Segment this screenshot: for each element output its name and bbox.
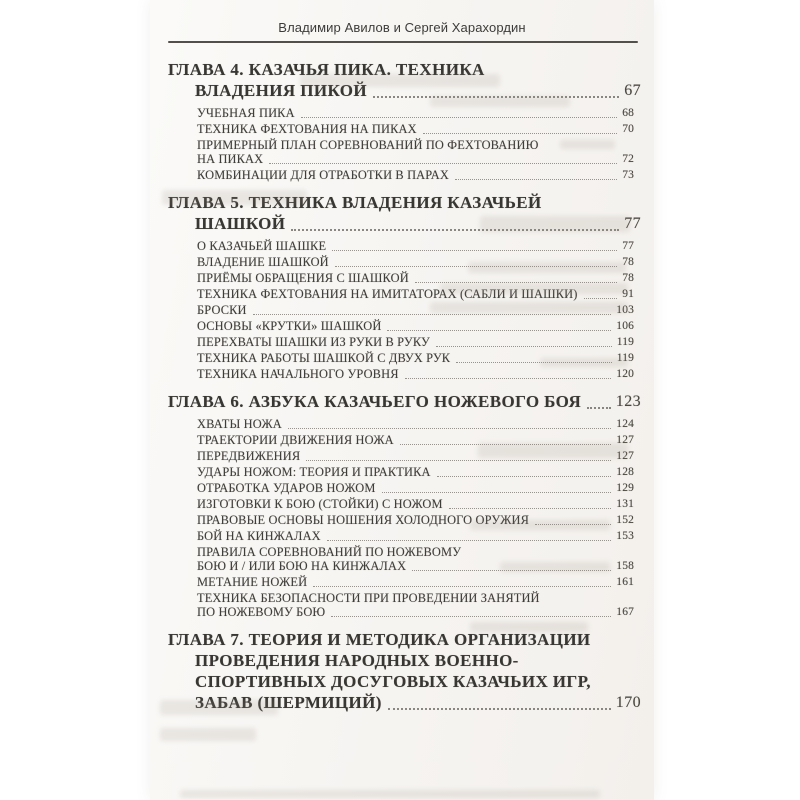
- running-header-authors: Владимир Авилов и Сергей Харахордин: [278, 20, 526, 35]
- toc-section-entry: [168, 513, 641, 527]
- toc-entry-title: ЗАБАВ (ШЕРМИЦИЙ): [195, 693, 382, 712]
- toc-chapter-entry: [168, 192, 641, 234]
- toc-entry-title: ВЛАДЕНИЯ ПИКОЙ: [195, 81, 368, 100]
- toc-entry-title: ПРИЁМЫ ОБРАЩЕНИЯ С ШАШКОЙ: [197, 271, 409, 285]
- toc-section-entry: [168, 575, 641, 589]
- toc-page-number: 78: [622, 272, 634, 284]
- toc-entry-title: УДАРЫ НОЖОМ: ТЕОРИЯ И ПРАКТИКА: [197, 465, 431, 479]
- toc-section-entry: [168, 168, 641, 182]
- toc-entry-title: ВЛАДЕНИЕ ШАШКОЙ: [197, 255, 329, 269]
- toc-entry-title: О КАЗАЧЬЕЙ ШАШКЕ: [197, 239, 327, 253]
- table-of-contents: [168, 59, 641, 713]
- toc-entry-title: ШАШКОЙ: [195, 214, 286, 233]
- toc-section-entry: [168, 335, 641, 349]
- dotted-leader: [335, 266, 617, 267]
- toc-entry-title: ТЕХНИКА РАБОТЫ ШАШКОЙ С ДВУХ РУК: [197, 351, 451, 365]
- dotted-leader: [415, 282, 617, 283]
- toc-entry-leader-line: [168, 80, 641, 101]
- toc-chapter-entry: [168, 391, 641, 412]
- toc-entry-title: ПЕРЕДВИЖЕНИЯ: [197, 449, 301, 463]
- dotted-leader: [456, 362, 612, 363]
- toc-entry-text-line: ПРОВЕДЕНИЯ НАРОДНЫХ ВОЕННО-: [195, 651, 519, 670]
- toc-entry-leader-line: [197, 239, 634, 253]
- toc-page-number: 152: [616, 514, 634, 526]
- toc-entry-title: УЧЕБНАЯ ПИКА: [197, 106, 295, 120]
- dotted-leader: [437, 476, 612, 477]
- toc-entry-leader-line: [197, 271, 634, 285]
- toc-chapter-entry: [168, 629, 641, 713]
- toc-entry-leader-line: [197, 433, 634, 447]
- toc-page-number: 103: [616, 304, 634, 316]
- toc-entry-title: ПЕРЕХВАТЫ ШАШКИ ИЗ РУКИ В РУКУ: [197, 335, 430, 349]
- toc-entry-leader-line: [197, 319, 634, 333]
- toc-entry-title: ИЗГОТОВКИ К БОЮ (СТОЙКИ) С НОЖОМ: [197, 497, 443, 511]
- dotted-leader: [436, 346, 612, 347]
- toc-entry-title: ТЕХНИКА ФЕХТОВАНИЯ НА ИМИТАТОРАХ (САБЛИ И ШАШКИ): [197, 287, 578, 301]
- toc-entry-leader-line: [197, 575, 634, 589]
- toc-entry-leader-line: [197, 417, 634, 431]
- dotted-leader: [405, 378, 612, 379]
- toc-page-number: 129: [616, 482, 634, 494]
- toc-section-entry: [168, 106, 641, 120]
- toc-page-number: 161: [616, 576, 634, 588]
- dotted-leader: [269, 163, 617, 164]
- toc-entry-leader-line: [168, 391, 641, 412]
- toc-entry-title: БОЙ НА КИНЖАЛАХ: [197, 529, 321, 543]
- dotted-leader: [587, 407, 611, 409]
- toc-section-entry: [168, 255, 641, 269]
- toc-page-number: 77: [624, 215, 641, 232]
- dotted-leader: [449, 508, 612, 509]
- toc-entry-leader-line: [197, 351, 634, 365]
- toc-entry-leader-line: [197, 255, 634, 269]
- dotted-leader: [313, 586, 611, 587]
- toc-entry-text-line: ПРИМЕРНЫЙ ПЛАН СОРЕВНОВАНИЙ ПО ФЕХТОВАНИЮ: [197, 138, 539, 152]
- toc-page-number: 78: [622, 256, 634, 268]
- toc-chapter-entry: [168, 59, 641, 101]
- toc-page-number: 131: [616, 498, 634, 510]
- toc-entry-title: НА ПИКАХ: [197, 152, 264, 166]
- dotted-leader: [253, 314, 612, 315]
- toc-entry-title: ХВАТЫ НОЖА: [197, 417, 282, 431]
- toc-section-entry: [168, 545, 641, 573]
- dotted-leader: [327, 540, 612, 541]
- toc-entry-text-line: ГЛАВА 7. ТЕОРИЯ И МЕТОДИКА ОРГАНИЗАЦИИ: [168, 630, 591, 649]
- toc-page-number: 91: [622, 288, 634, 300]
- toc-section-entry: [168, 351, 641, 365]
- toc-entry-leader-line: [197, 106, 634, 120]
- toc-page-number: 119: [616, 352, 634, 364]
- book-page: [150, 0, 654, 800]
- toc-entry-text-line: СПОРТИВНЫХ ДОСУГОВЫХ КАЗАЧЬИХ ИГР,: [195, 672, 591, 691]
- toc-entry-title: КОМБИНАЦИИ ДЛЯ ОТРАБОТКИ В ПАРАХ: [197, 168, 449, 182]
- toc-entry-leader-line: [197, 513, 634, 527]
- toc-section-entry: [168, 449, 641, 463]
- toc-section-entry: [168, 481, 641, 495]
- toc-page-number: 158: [616, 560, 634, 572]
- toc-entry-title: ТЕХНИКА ФЕХТОВАНИЯ НА ПИКАХ: [197, 122, 417, 136]
- toc-entry-leader-line: [197, 559, 634, 573]
- toc-entry-title: ТЕХНИКА НАЧАЛЬНОГО УРОВНЯ: [197, 367, 399, 381]
- toc-page-number: 119: [616, 336, 634, 348]
- toc-entry-title: ПРАВОВЫЕ ОСНОВЫ НОШЕНИЯ ХОЛОДНОГО ОРУЖИЯ: [197, 513, 530, 527]
- toc-section-entry: [168, 287, 641, 301]
- toc-entry-title: ТРАЕКТОРИИ ДВИЖЕНИЯ НОЖА: [197, 433, 394, 447]
- toc-entry-leader-line: [197, 465, 634, 479]
- toc-section-entry: [168, 138, 641, 166]
- toc-page-number: 127: [616, 434, 634, 446]
- dotted-leader: [382, 492, 612, 493]
- toc-section-entry: [168, 319, 641, 333]
- toc-entry-title: БРОСКИ: [197, 303, 247, 317]
- toc-section-entry: [168, 303, 641, 317]
- toc-entry-leader-line: [168, 213, 641, 234]
- dotted-leader: [535, 524, 611, 525]
- toc-entry-title: МЕТАНИЕ НОЖЕЙ: [197, 575, 308, 589]
- dotted-leader: [388, 708, 611, 710]
- dotted-leader: [412, 570, 611, 571]
- toc-page-number: 73: [622, 169, 634, 181]
- toc-page-number: 72: [622, 153, 634, 165]
- toc-entry-leader-line: [197, 481, 634, 495]
- dotted-leader: [373, 96, 619, 98]
- toc-entry-leader-line: [168, 692, 641, 713]
- dotted-leader: [288, 428, 611, 429]
- dotted-leader: [301, 117, 618, 118]
- toc-page-number: 68: [622, 107, 634, 119]
- toc-page-number: 167: [616, 606, 634, 618]
- toc-section-entry: [168, 433, 641, 447]
- toc-page-number: 67: [624, 82, 641, 99]
- toc-entry-leader-line: [197, 605, 634, 619]
- dotted-leader: [455, 179, 617, 180]
- toc-entry-leader-line: [197, 449, 634, 463]
- toc-entry-title: ОСНОВЫ «КРУТКИ» ШАШКОЙ: [197, 319, 382, 333]
- toc-entry-leader-line: [197, 287, 634, 301]
- toc-entry-text-line: ГЛАВА 4. КАЗАЧЬЯ ПИКА. ТЕХНИКА: [168, 60, 485, 79]
- toc-section-entry: [168, 239, 641, 253]
- toc-entry-text-line: ГЛАВА 5. ТЕХНИКА ВЛАДЕНИЯ КАЗАЧЬЕЙ: [168, 193, 542, 212]
- dotted-leader: [584, 298, 618, 299]
- toc-page-number: 77: [622, 240, 634, 252]
- toc-entry-leader-line: [197, 303, 634, 317]
- toc-section-entry: [168, 417, 641, 431]
- toc-entry-leader-line: [197, 497, 634, 511]
- toc-page-number: 170: [615, 694, 641, 711]
- toc-entry-text-line: ПРАВИЛА СОРЕВНОВАНИЙ ПО НОЖЕВОМУ: [197, 545, 462, 559]
- toc-entry-title: ПО НОЖЕВОМУ БОЮ: [197, 605, 326, 619]
- toc-page-number: 123: [615, 393, 641, 410]
- toc-entry-leader-line: [197, 335, 634, 349]
- dotted-leader: [423, 133, 617, 134]
- toc-page-number: 124: [616, 418, 634, 430]
- toc-entry-title: ГЛАВА 6. АЗБУКА КАЗАЧЬЕГО НОЖЕВОГО БОЯ: [168, 392, 582, 411]
- toc-section-entry: [168, 122, 641, 136]
- dotted-leader: [400, 444, 612, 445]
- toc-entry-leader-line: [197, 122, 634, 136]
- toc-section-entry: [168, 271, 641, 285]
- toc-page-number: 153: [616, 530, 634, 542]
- dotted-leader: [332, 250, 617, 251]
- toc-section-entry: [168, 465, 641, 479]
- toc-page-number: 127: [616, 450, 634, 462]
- toc-section-entry: [168, 367, 641, 381]
- toc-page-number: 106: [616, 320, 634, 332]
- toc-entry-title: БОЮ И / ИЛИ БОЮ НА КИНЖАЛАХ: [197, 559, 407, 573]
- dotted-leader: [306, 460, 611, 461]
- toc-page-number: 120: [616, 368, 634, 380]
- toc-entry-leader-line: [197, 152, 634, 166]
- dotted-leader: [331, 616, 611, 617]
- toc-section-entry: [168, 497, 641, 511]
- toc-page-number: 128: [616, 466, 634, 478]
- toc-entry-title: ОТРАБОТКА УДАРОВ НОЖОМ: [197, 481, 376, 495]
- toc-entry-leader-line: [197, 367, 634, 381]
- header-rule: [168, 41, 638, 43]
- toc-entry-leader-line: [197, 529, 634, 543]
- toc-entry-leader-line: [197, 168, 634, 182]
- dotted-leader: [387, 330, 611, 331]
- toc-section-entry: [168, 529, 641, 543]
- toc-entry-text-line: ТЕХНИКА БЕЗОПАСНОСТИ ПРИ ПРОВЕДЕНИИ ЗАНЯТИЙ: [197, 591, 540, 605]
- toc-page-number: 70: [622, 123, 634, 135]
- dotted-leader: [291, 229, 619, 231]
- toc-section-entry: [168, 591, 641, 619]
